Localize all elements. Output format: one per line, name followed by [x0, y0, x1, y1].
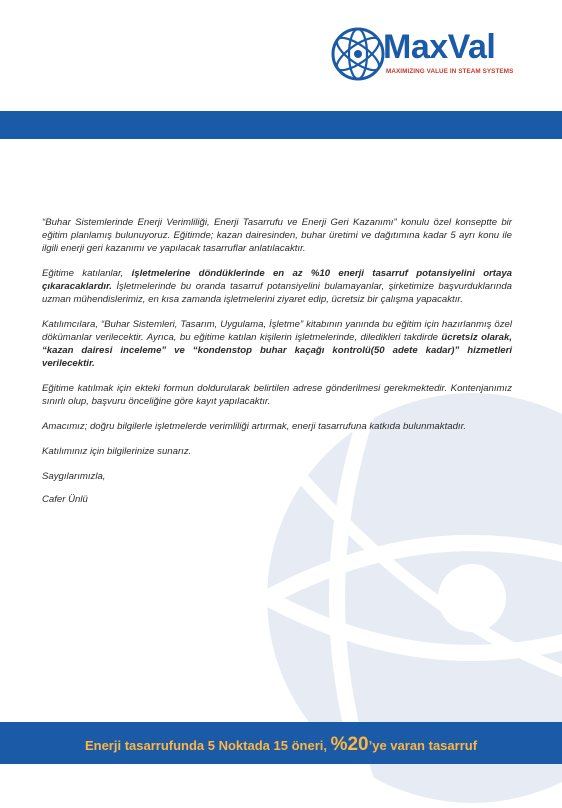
signature-name: Cafer Ünlü [42, 494, 88, 505]
paragraph-closing: Katılımınız için bilgilerinize sunarız. [42, 446, 192, 457]
paragraph-savings: Eğitime katılanlar, işletmelerine döndüklerinde en az %10 enerji tasarruf potansiyelini ortaya çıkaracaklardır. İşletmelerinde bu oranda tasarruf potansiyelini bulamayanlar, şirketimize başvurduklarında uzman mühendislerimiz, en kısa zamanda işletmelerini ziyaret edip, ücretsiz bir çalışma yapacaktır. [42, 268, 512, 305]
free-services-highlight: ücretsiz olarak, “kazan dairesi inceleme” ve “kondenstop buhar kaçağı kontrolü(50 adete kadar)” hizmetleri verilecektir. [42, 332, 512, 369]
maxval-logo [331, 24, 521, 80]
savings-highlight: işletmelerine döndüklerinde en az %10 enerji tasarruf potansiyelini ortaya çıkaracaklardır. [42, 268, 512, 292]
paragraph-registration: Eğitime katılmak için ekteki formun doldurularak belirtilen adrese gönderilmesi gerekmektedir. Kontenjanımız sınırlı olup, başvuru önceliğine göre kayıt yapılacaktır. [42, 383, 512, 407]
globe-logo-icon [331, 27, 385, 81]
footer-band [0, 722, 562, 764]
header-band [0, 111, 562, 139]
footer-slogan: Enerji tasarrufunda 5 Noktada 15 öneri, %20’ye varan tasarruf [84, 734, 478, 755]
paragraph-goal: Amacımız; doğru bilgilerle işletmelerde verimliliği artırmak, enerji tasarrufuna katkıda bulunmaktadır. [42, 421, 467, 432]
brand-name: MaxVal [383, 28, 496, 66]
paragraph-intro: “Buhar Sistemlerinde Enerji Verimliliği, Enerji Tasarrufu ve Enerji Geri Kazanımı” konulu özel konseptte bir eğitim planlamış bulunuyoruz. Eğitimde; kazan dairesinden, buhar üretimi ve dağıtımına kadar 5 ayrı konu ile ilgili enerji geri kazanımı ve yapılacak tasarruflar anlatılacaktır. [42, 217, 512, 254]
paragraph-materials: Katılımcılara, “Buhar Sistemleri, Tasarım, Uygulama, İşletme” kitabının yanında bu eğitim için hazırlanmış özel dökümanlar verilecektir. Ayrıca, bu eğitime katılan kişilerin işletmelerinde, diledikleri takdirde ücretsiz olarak, “kazan dairesi inceleme” ve “kondenstop buhar kaçağı kontrolü(50 adete kadar)” hizmetleri verilecektir. [42, 319, 512, 369]
salutation: Saygılarımızla, [42, 471, 106, 482]
slogan-percentage: %20 [330, 734, 369, 755]
letter-body [42, 216, 512, 518]
brand-tagline: MAXIMIZING VALUE IN STEAM SYSTEMS [386, 68, 514, 75]
